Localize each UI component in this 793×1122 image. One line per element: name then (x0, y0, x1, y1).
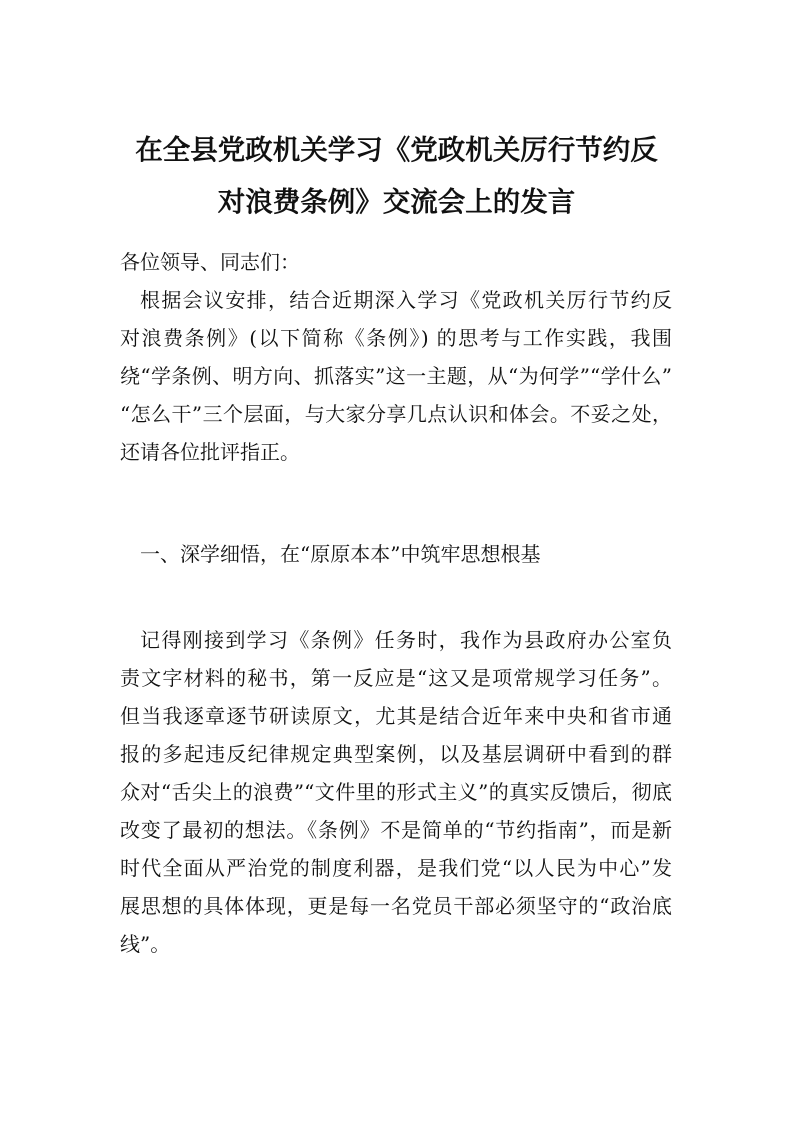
paragraph-line: 线”。 (120, 932, 171, 956)
paragraph-line: 记得刚接到学习《条例》任务时，我作为县政府办公室负 (140, 628, 672, 652)
salutation (120, 243, 672, 281)
paragraph-line: 根据会议安排，结合近期深入学习《党政机关厉行节约反 (140, 288, 672, 312)
paragraph-line: 但当我逐章逐节研读原文，尤其是结合近年来中央和省市通 (120, 704, 672, 728)
paragraph-line: 报的多起违反纪律规定典型案例，以及基层调研中看到的群 (120, 742, 672, 766)
section-paragraph (120, 621, 672, 963)
intro-paragraph (120, 281, 672, 471)
section-heading (120, 535, 672, 573)
paragraph-line: 众对“舌尖上的浪费”“文件里的形式主义”的真实反馈后，彻底 (120, 780, 672, 804)
paragraph-line: 改变了最初的想法。《条例》不是简单的“节约指南”，而是新 (120, 818, 672, 842)
paragraph-line: “怎么干”三个层面，与大家分享几点认识和体会。不妥之处， (120, 402, 672, 426)
title-line: 对浪费条例》交流会上的发言 (217, 186, 576, 218)
paragraph-line: 展思想的具体体现，更是每一名党员干部必须坚守的“政治底 (120, 894, 672, 918)
paragraph-line: 绕“学条例、明方向、抓落实”这一主题，从“为何学”“学什么” (120, 364, 672, 388)
paragraph-line: 时代全面从严治党的制度利器，是我们党“以人民为中心”发 (120, 856, 672, 880)
salutation-text: 各位领导、同志们： (120, 250, 300, 274)
paragraph-line: 对浪费条例》(以下简称《条例》) 的思考与工作实践，我围 (120, 326, 672, 350)
paragraph-line: 还请各位批评指正。 (120, 440, 300, 464)
title-line: 在全县党政机关学习《党政机关厉行节约反 (135, 134, 658, 166)
section-heading-text: 一、深学细悟，在“原原本本”中筑牢思想根基 (140, 542, 541, 566)
paragraph-line: 责文字材料的秘书，第一反应是“这又是项常规学习任务”。 (120, 666, 672, 690)
document-title (100, 124, 693, 228)
